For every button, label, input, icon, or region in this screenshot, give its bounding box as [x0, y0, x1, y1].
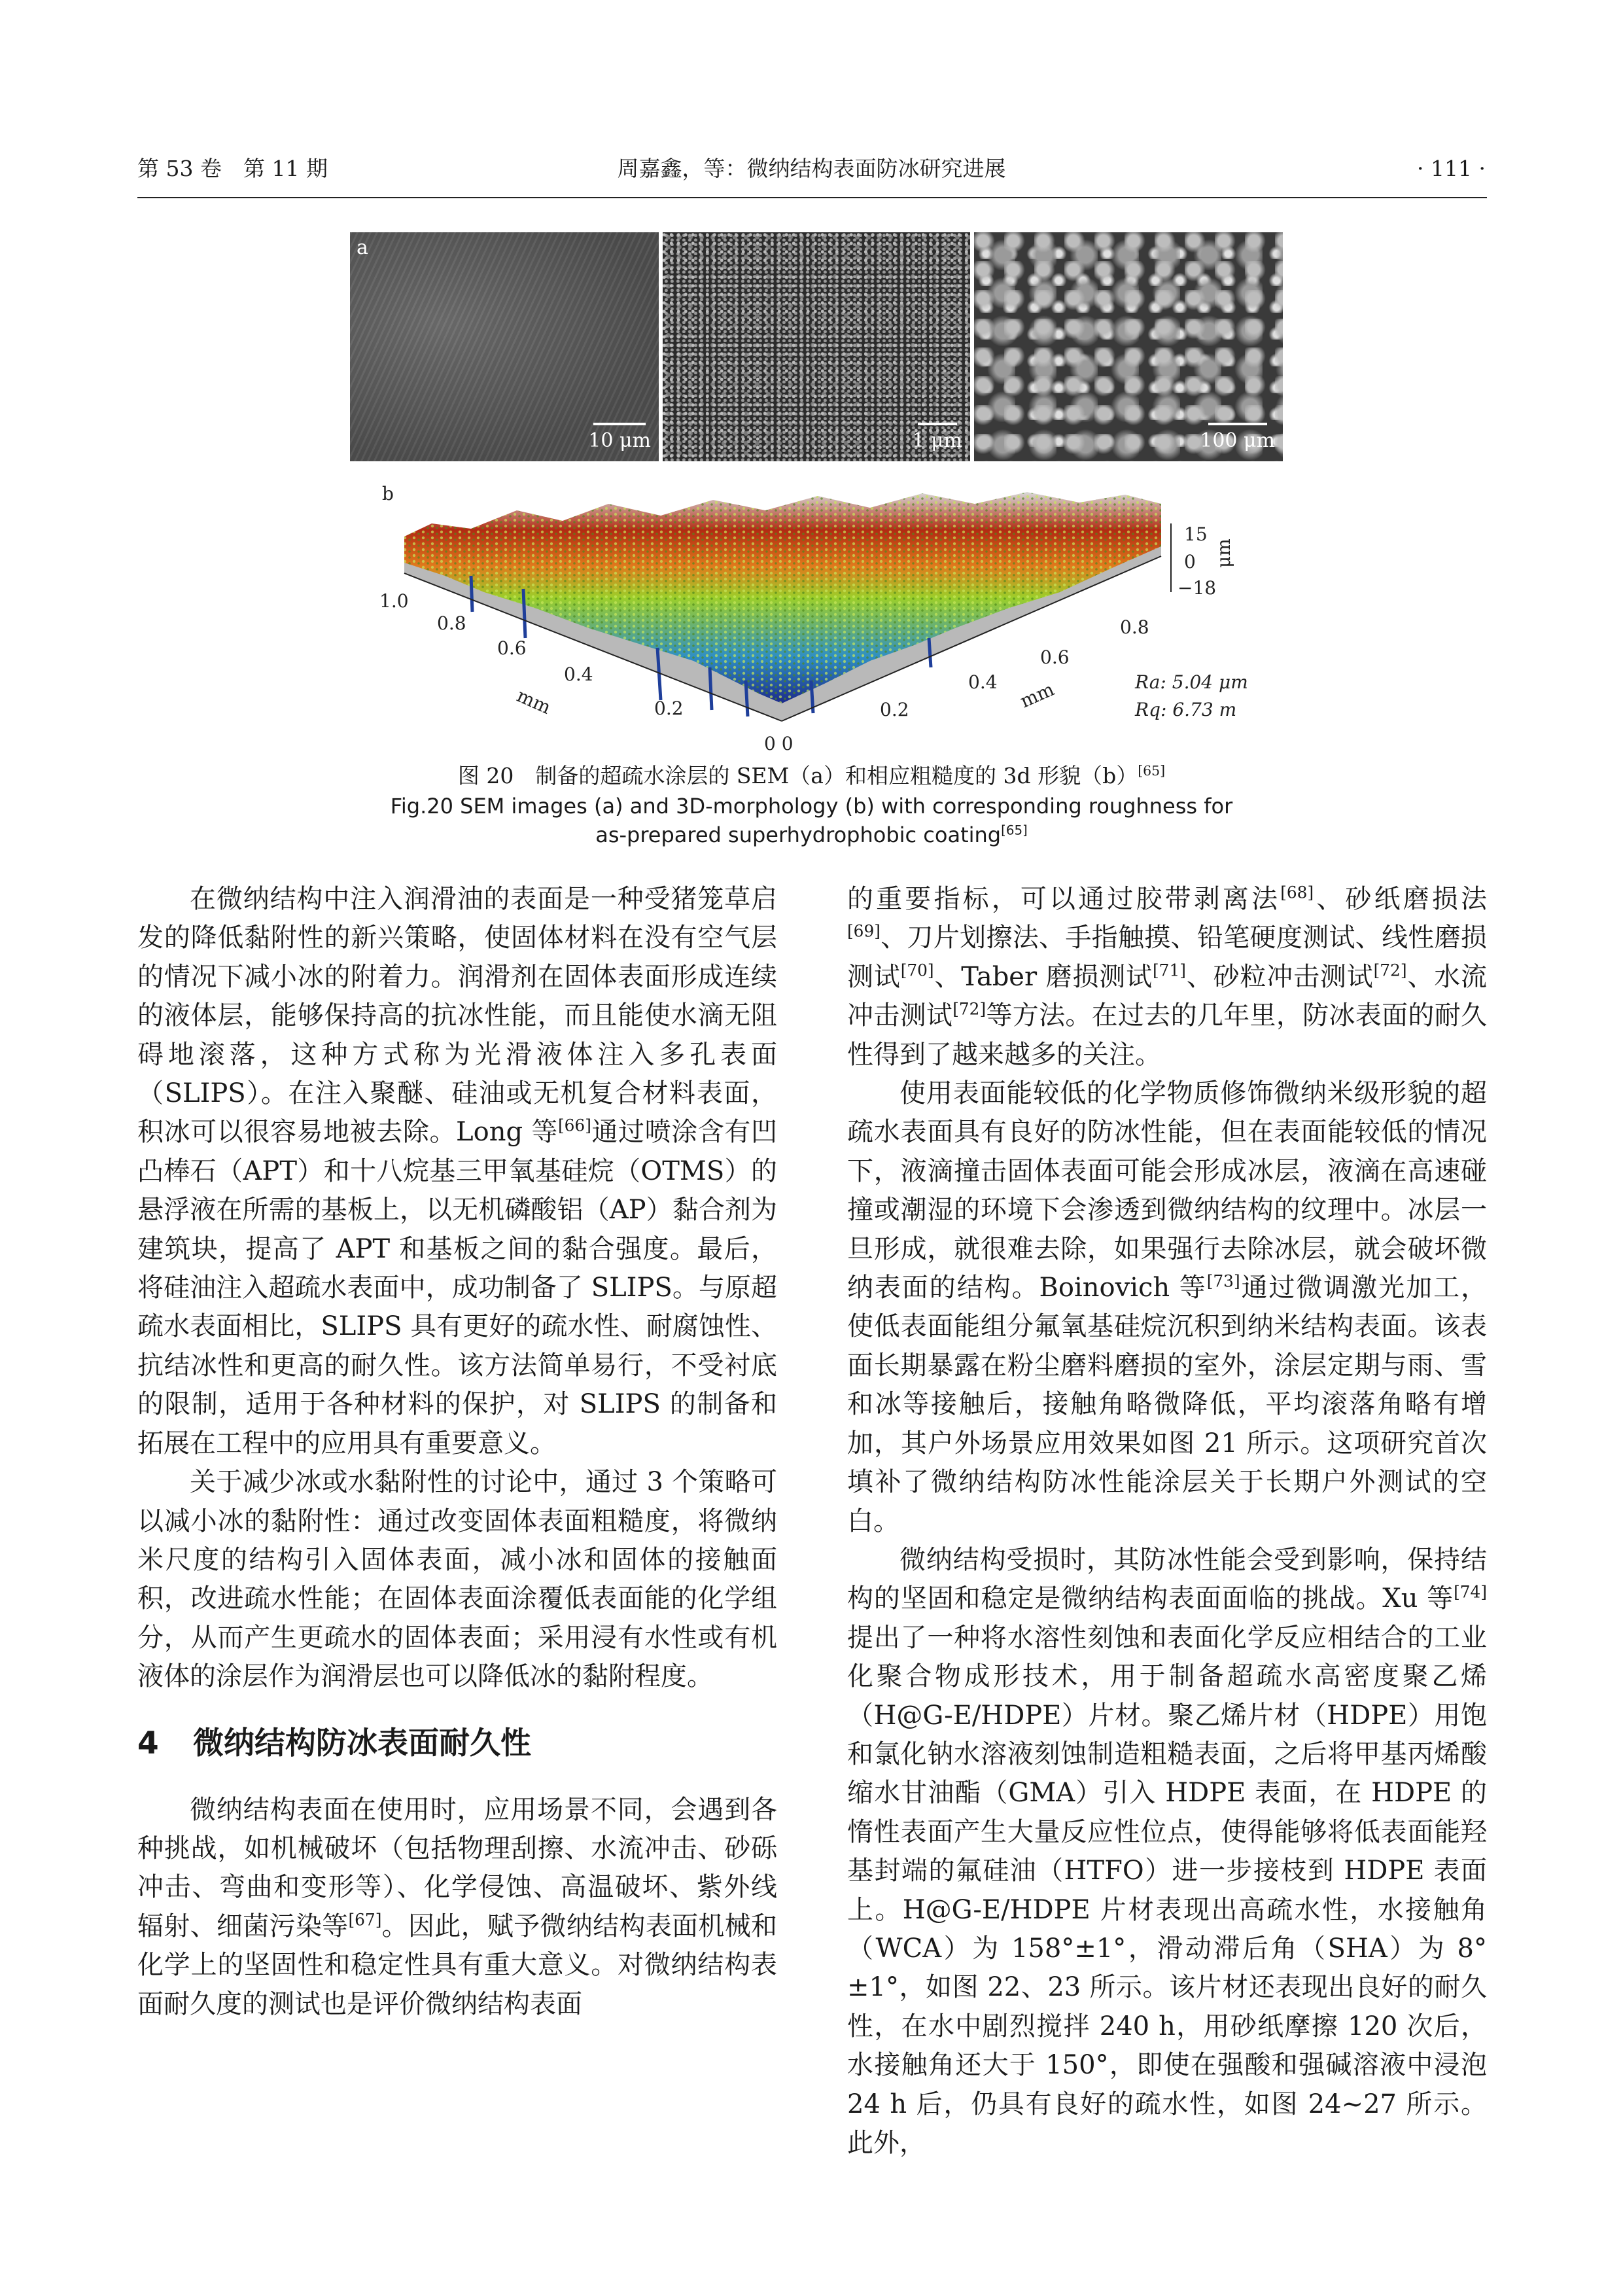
right-column [847, 880, 1487, 2163]
origin-label: 0 0 [764, 733, 794, 754]
x-left-unit: mm [514, 684, 555, 718]
panel-b-label: b [382, 483, 394, 504]
scale-bar-2: 1 μm [912, 423, 962, 452]
running-header-volume: 第 53 卷 第 11 期 [137, 156, 328, 181]
paragraph: 关于减少冰或水黏附性的讨论中，通过 3 个策略可以减小冰的黏附性：通过改变固体表面粗糙度，将微纳米尺度的结构引入固体表面，减小冰和固体的接触面积，改进疏水性能；在固体表面涂覆低表面能的化学组分，从而产生更疏水的固体表面；采用浸有水性或有机液体的涂层作为润滑层也可以降低冰的黏附程度。 [137, 1467, 777, 1692]
paragraph: 微纳结构表面在使用时，应用场景不同，会遇到各种挑战，如机械破坏（包括物理刮擦、水流冲击、砂砾冲击、弯曲和变形等）、化学侵蚀、高温破坏、紫外线辐射、细菌污染等[67]。因此，赋予微纳结构表面机械和化学上的坚固性和稳定性具有重大意义。对微纳结构表面耐久度的测试也是评价微纳结构表面 [137, 1794, 778, 2019]
paragraph: 在微纳结构中注入润滑油的表面是一种受猪笼草启发的降低黏附性的新兴策略，使固体材料在没有空气层的情况下减小冰的附着力。润滑剂在固体表面形成连续的液体层，能够保持高的抗冰性能，而且能使水滴无阻碍地滚落，这种方式称为光滑液体注入多孔表面（SLIPS）。在注入聚醚、硅油或无机复合材料表面，积冰可以很容易地被去除。Long 等[66]通过喷涂含有凹凸棒石（APT）和十八烷基三甲氧基硅烷（OTMS）的悬浮液在所需的基板上，以无机磷酸铝（AP）黏合剂为建筑块，提高了 APT 和基板之间的黏合强度。最后，将硅油注入超疏水表面中，成功制备了 SLIPS。与原超疏水表面相比，SLIPS 具有更好的疏水性、耐腐蚀性、抗结冰性和更高的耐久性。该方法简单易行，不受衬底的限制，适用于各种材料的保护，对 SLIPS 的制备和拓展在工程中的应用具有重要意义。 [137, 884, 777, 1458]
figure-caption-en-line1: Fig.20 SEM images (a) and 3D-morphology (b) with corresponding roughness for [390, 794, 1233, 819]
paragraph: 微纳结构受损时，其防冰性能会受到影响，保持结构的坚固和稳定是微纳结构表面面临的挑战。Xu 等[74]提出了一种将水溶性刻蚀和表面化学反应相结合的工业化聚合物成形技术，用于制备超疏水高密度聚乙烯（H@G-E/HDPE）片材。聚乙烯片材（HDPE）用饱和氯化钠水溶液刻蚀制造粗糙表面，之后将甲基丙烯酸缩水甘油酯（GMA）引入 HDPE 表面，在 HDPE 的惰性表面产生大量反应性位点，使得能够将低表面能羟基封端的氟硅油（HTFO）进一步接枝到 HDPE 表面上。H@G-E/HDPE 片材表现出高疏水性，水接触角（WCA）为 158°±1°，滑动滞后角（SHA）为 8°±1°，如图 22、23 所示。该片材还表现出良好的耐久性，在水中剧烈搅拌 240 h，用砂纸摩擦 120 次后，水接触角还大于 150°，即使在强酸和强碱溶液中浸泡 24 h 后，仍具有良好的疏水性，如图 24~27 所示。此外， [847, 1544, 1487, 2158]
page-number: · 111 · [1417, 156, 1486, 181]
z-tick-neg18: −18 [1178, 577, 1217, 599]
x-right-tick-2: 0.6 [1040, 646, 1070, 668]
x-right-tick-4: 0.2 [880, 699, 909, 720]
ra-value: Ra: 5.04 μm [1135, 671, 1248, 693]
x-right-tick-3: 0.4 [968, 671, 998, 693]
running-header-title: 周嘉鑫，等：微纳结构表面防冰研究进展 [617, 156, 1006, 181]
panel-a-label: a [357, 236, 368, 259]
rq-value: Rq: 6.73 m [1135, 699, 1237, 720]
left-column [137, 880, 777, 2024]
x-left-tick-4: 0.4 [564, 663, 593, 685]
x-left-tick-1: 1.0 [379, 590, 409, 612]
sem-image-3 [974, 232, 1283, 461]
paragraph: 的重要指标，可以通过胶带剥离法[68]、砂纸磨损法[69]、刀片划擦法、手指触摸、铅笔硬度测试、线性磨损测试[70]、Taber 磨损测试[71]、砂粒冲击测试[72]、水流冲击测试[72]等方法。在过去的几年里，防冰表面的耐久性得到了越来越多的关注。 [847, 883, 1488, 1070]
x-left-tick-2: 0.8 [437, 612, 466, 634]
z-unit: μm [1213, 539, 1234, 568]
figure-caption-en-line2: as-prepared superhydrophobic coating[65] [595, 822, 1028, 847]
sem-image-1 [350, 232, 659, 461]
section-heading: 4 微纳结构防冰表面耐久性 [137, 1725, 531, 1761]
x-right-unit: mm [1017, 678, 1058, 713]
z-tick-0: 0 [1184, 551, 1196, 573]
x-left-tick-3: 0.6 [497, 637, 527, 659]
z-tick-15: 15 [1184, 523, 1208, 545]
header-rule [137, 197, 1487, 198]
x-left-tick-5: 0.2 [654, 698, 684, 719]
scale-bar-3: 100 μm [1200, 423, 1275, 452]
roughness-3d-plot [350, 472, 1299, 755]
scale-bar-1: 10 μm [588, 423, 651, 452]
x-right-tick-1: 0.8 [1120, 616, 1149, 638]
sem-image-2 [663, 232, 970, 461]
paragraph: 使用表面能较低的化学物质修饰微纳米级形貌的超疏水表面具有良好的防冰性能，但在表面能较低的情况下，液滴撞击固体表面可能会形成冰层，液滴在高速碰撞或潮湿的环境下会渗透到微纳结构的纹理中。冰层一旦形成，就很难去除，如果强行去除冰层，就会破坏微纳表面的结构。Boinovich 等[73]通过微调激光加工，使低表面能组分氟氧基硅烷沉积到纳米结构表面。该表面长期暴露在粉尘磨料磨损的室外，涂层定期与雨、雪和冰等接触后，接触角略微降低，平均滚落角略有增加，其户外场景应用效果如图 21 所示。这项研究首次填补了微纳结构防冰性能涂层关于长期户外测试的空白。 [847, 1078, 1487, 1536]
figure-caption-cn: 图 20 制备的超疏水涂层的 SEM（a）和相应粗糙度的 3d 形貌（b）[65] [457, 763, 1166, 788]
